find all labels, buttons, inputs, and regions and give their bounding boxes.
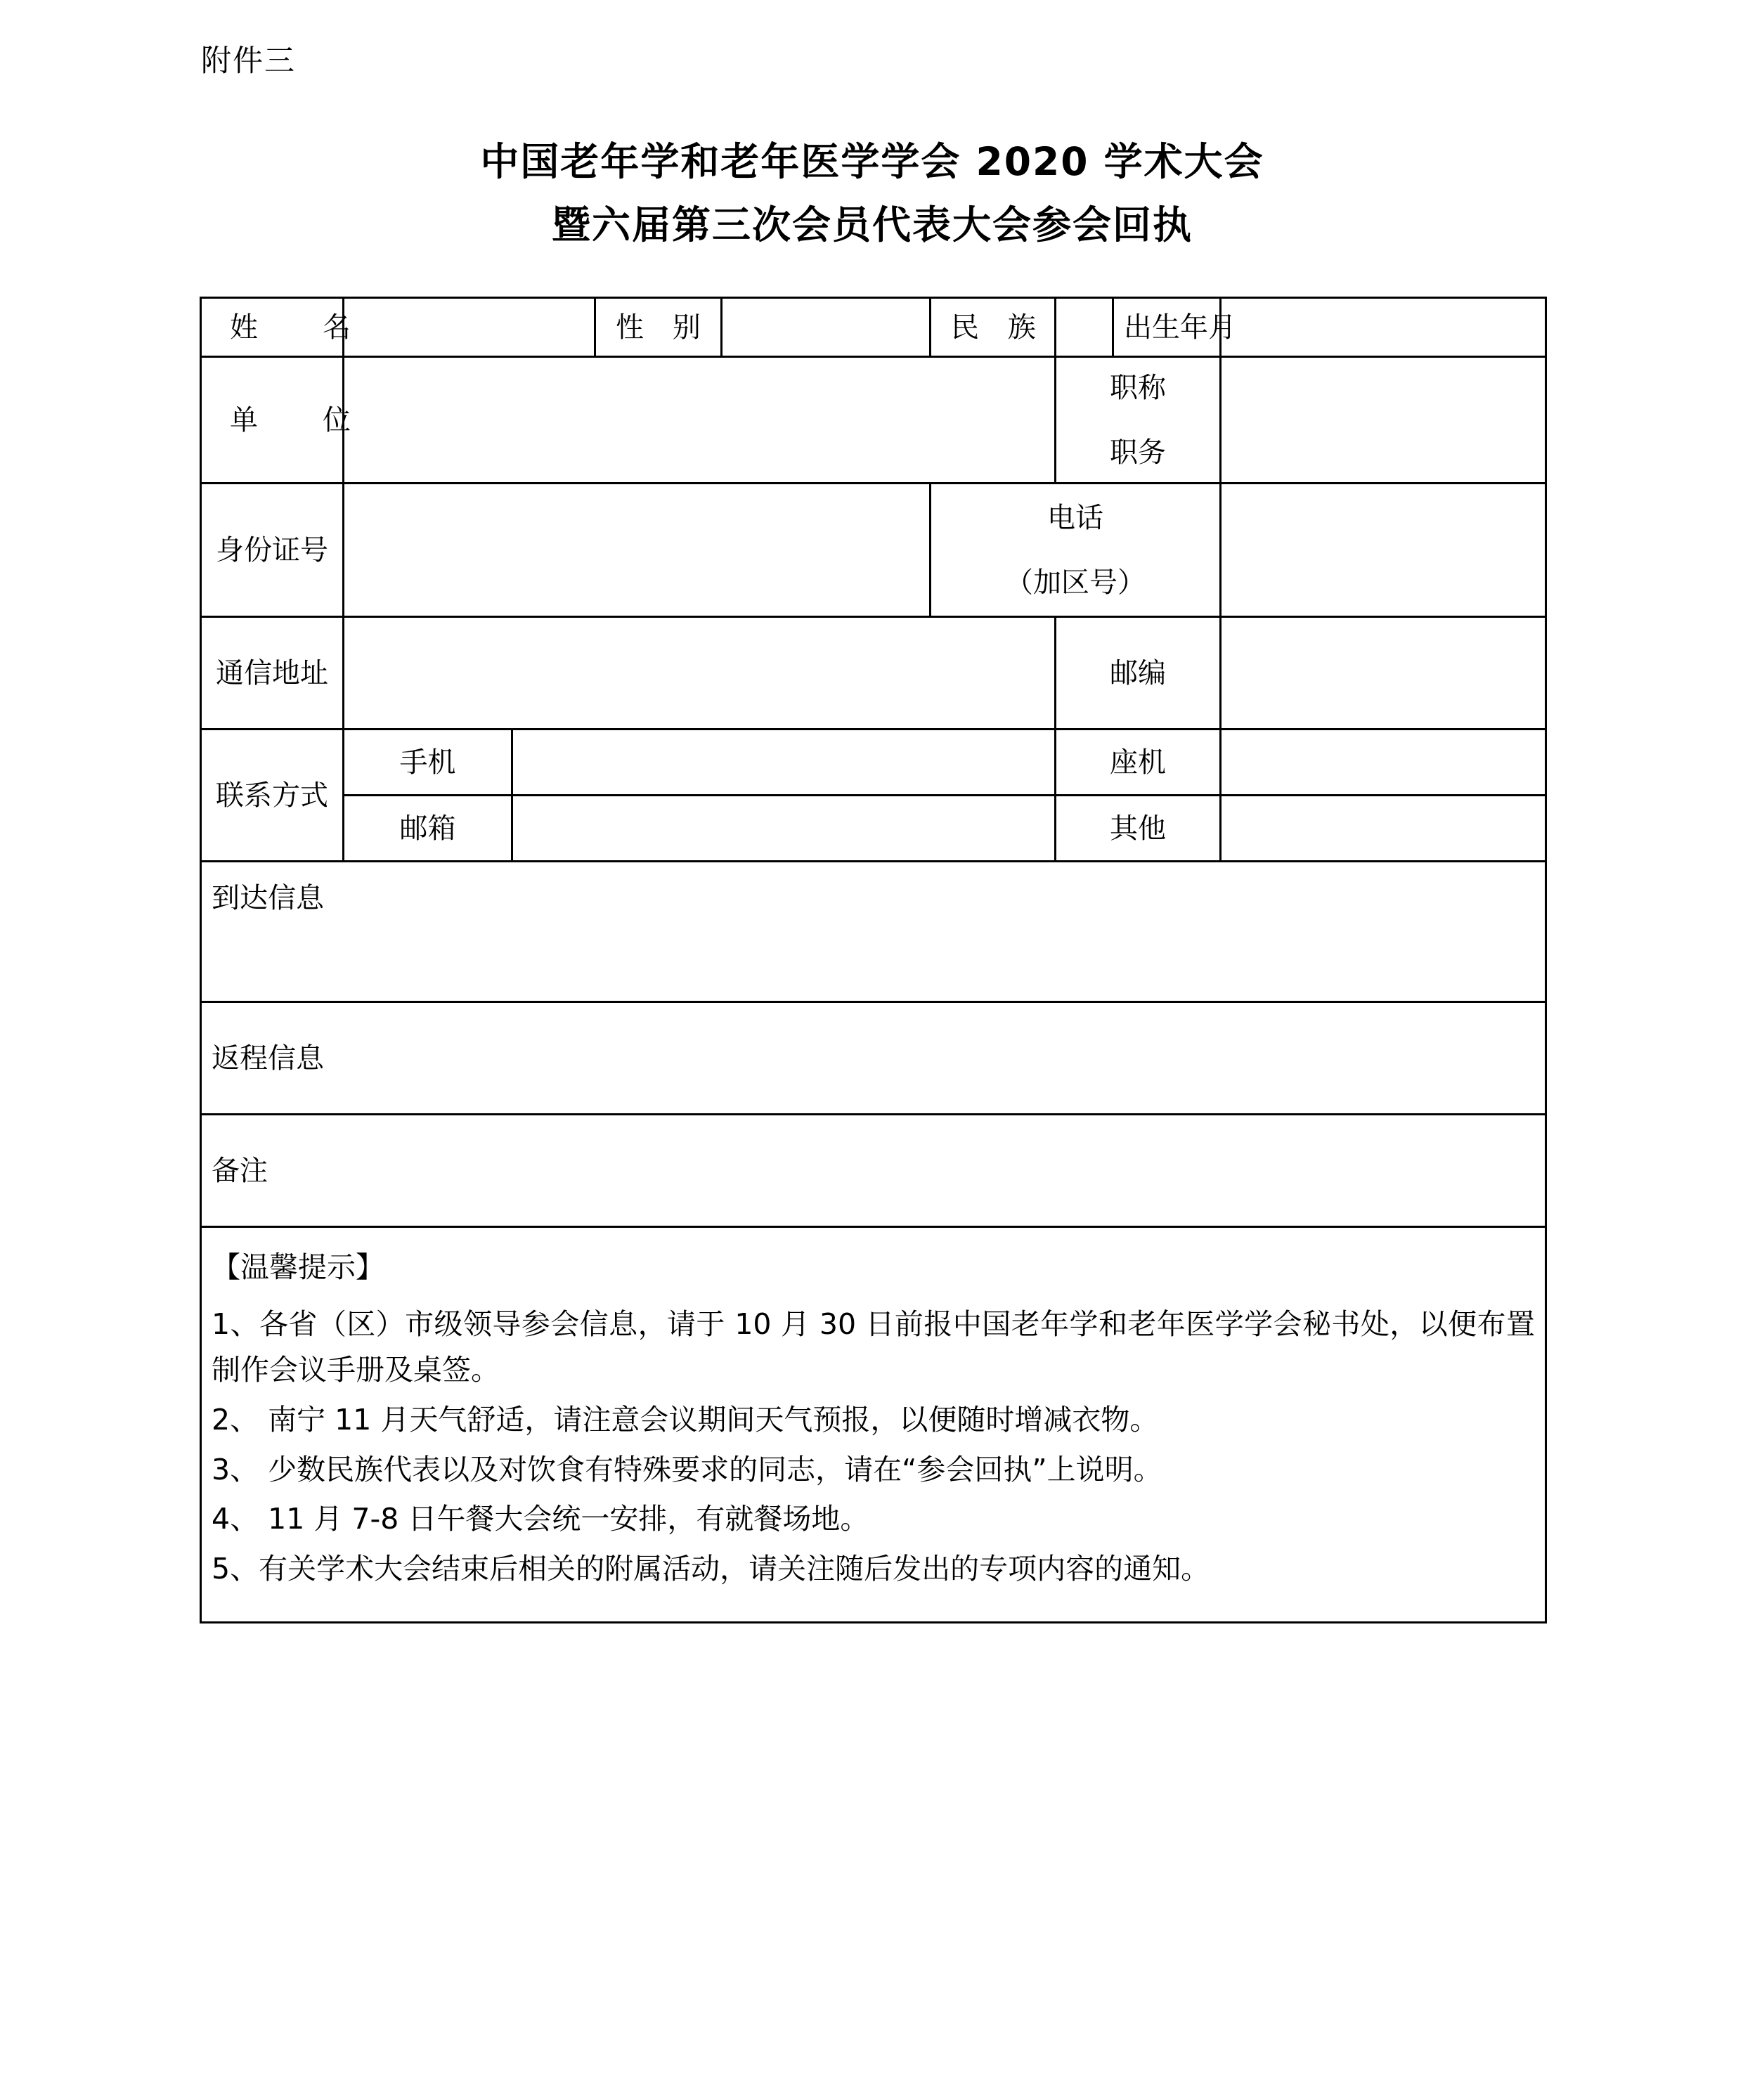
table-row-notes	[201, 1227, 1546, 1623]
table-row-name	[201, 298, 1546, 357]
table-row-address	[201, 617, 1546, 730]
label-return-info: 返程信息	[201, 1002, 1546, 1115]
notes-heading: 【温馨提示】	[212, 1250, 384, 1285]
field-name-value[interactable]	[344, 298, 595, 357]
registration-form-table	[200, 297, 1547, 1623]
title-line-2: 暨六届第三次会员代表大会参会回执	[551, 202, 1193, 247]
attachment-label: 附件三	[201, 44, 296, 79]
label-telephone-line2: （加区号）	[1005, 566, 1146, 599]
note-item-3: 3、 少数民族代表以及对饮食有特殊要求的同志，请在“参会回执”上说明。	[212, 1452, 1162, 1486]
table-row-contact-email	[201, 796, 1546, 862]
notes-container	[201, 1227, 1546, 1623]
table-row-contact-mobile	[201, 730, 1546, 796]
label-telephone	[931, 484, 1221, 617]
label-arrival-info: 到达信息	[201, 862, 1546, 1002]
field-other-contact-value[interactable]	[1221, 796, 1546, 862]
table-row-remarks[interactable]	[201, 1115, 1546, 1227]
label-unit: 单 位	[201, 357, 344, 484]
label-mobile: 手机	[344, 730, 512, 796]
field-email-value[interactable]	[512, 796, 1056, 862]
field-zip-code-value[interactable]	[1221, 617, 1546, 730]
label-other-contact: 其他	[1056, 796, 1221, 862]
label-ethnicity: 民 族	[931, 298, 1056, 357]
table-row-unit	[201, 357, 1546, 484]
label-remarks: 备注	[201, 1115, 1546, 1227]
label-gender: 性 别	[595, 298, 722, 357]
field-landline-value[interactable]	[1221, 730, 1546, 796]
label-job-title-line1: 职称	[1110, 371, 1166, 404]
label-zip-code: 邮编	[1056, 617, 1221, 730]
label-email: 邮箱	[344, 796, 512, 862]
field-unit-value[interactable]	[344, 357, 1056, 484]
label-landline: 座机	[1056, 730, 1221, 796]
table-row-arrival-info[interactable]	[201, 862, 1546, 1002]
field-mailing-address-value[interactable]	[344, 617, 1056, 730]
field-mobile-value[interactable]	[512, 730, 1056, 796]
label-telephone-line1: 电话	[1047, 501, 1103, 534]
note-item-2: 2、 南宁 11 月天气舒适，请注意会议期间天气预报，以便随时增减衣物。	[212, 1402, 1159, 1437]
label-name: 姓 名	[201, 298, 344, 357]
document-title	[200, 130, 1545, 257]
field-gender-value[interactable]	[722, 298, 931, 357]
field-ethnicity-value[interactable]	[1056, 298, 1113, 357]
field-job-title-value[interactable]	[1221, 357, 1546, 484]
title-line-1: 中国老年学和老年医学学会 2020 学术大会	[480, 139, 1264, 184]
label-job-title-line2: 职务	[1110, 436, 1166, 469]
note-item-5: 5、有关学术大会结束后相关的附属活动，请关注随后发出的专项内容的通知。	[212, 1552, 1210, 1586]
table-row-return-info[interactable]	[201, 1002, 1546, 1115]
field-telephone-value[interactable]	[1221, 484, 1546, 617]
field-id-number-value[interactable]	[344, 484, 931, 617]
note-item-1: 1、各省（区）市级领导参会信息，请于 10 月 30 日前报中国老年学和老年医学学会秘书处，以便布置制作会议手册及桌签。	[212, 1307, 1535, 1387]
label-job-title	[1056, 357, 1221, 484]
label-id-number: 身份证号	[201, 484, 344, 617]
label-contact-method: 联系方式	[201, 730, 344, 862]
label-birth-date: 出生年月	[1113, 298, 1221, 357]
note-item-4: 4、 11 月 7-8 日午餐大会统一安排，有就餐场地。	[212, 1502, 869, 1536]
field-birth-date-value[interactable]	[1221, 298, 1546, 357]
label-mailing-address: 通信地址	[201, 617, 344, 730]
table-row-id-number	[201, 484, 1546, 617]
